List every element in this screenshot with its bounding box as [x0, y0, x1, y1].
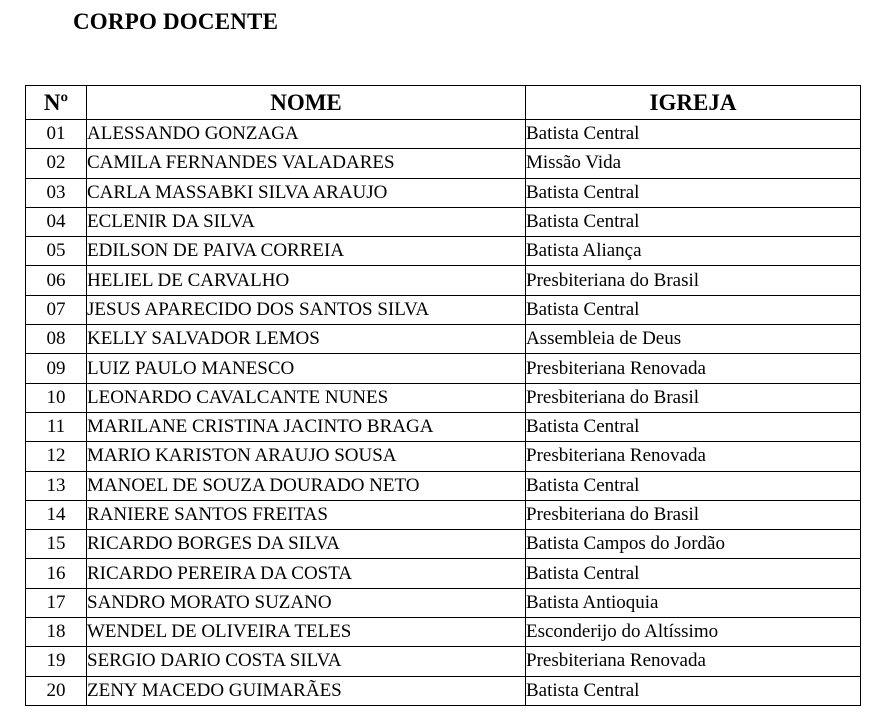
row-church: Batista Central: [526, 471, 861, 500]
header-number: Nº: [26, 86, 87, 120]
table-row: [26, 412, 861, 441]
table-row: [26, 588, 861, 617]
table-row: [26, 120, 861, 149]
row-number: 13: [26, 471, 87, 500]
row-church: Missão Vida: [526, 149, 861, 178]
table-row: [26, 471, 861, 500]
row-church: Assembleia de Deus: [526, 325, 861, 354]
faculty-table: [25, 85, 861, 706]
row-church: Presbiteriana Renovada: [526, 647, 861, 676]
row-number: 20: [26, 676, 87, 705]
row-number: 06: [26, 266, 87, 295]
row-name: CARLA MASSABKI SILVA ARAUJO: [87, 178, 526, 207]
table-row: [26, 676, 861, 705]
row-church: Esconderijo do Altíssimo: [526, 618, 861, 647]
row-name: ECLENIR DA SILVA: [87, 207, 526, 236]
row-number: 16: [26, 559, 87, 588]
table-row: [26, 559, 861, 588]
row-name: RICARDO BORGES DA SILVA: [87, 530, 526, 559]
row-name: LEONARDO CAVALCANTE NUNES: [87, 383, 526, 412]
table-row: [26, 295, 861, 324]
row-name: RANIERE SANTOS FREITAS: [87, 500, 526, 529]
row-church: Batista Central: [526, 559, 861, 588]
row-church: Batista Central: [526, 295, 861, 324]
row-number: 18: [26, 618, 87, 647]
row-name: KELLY SALVADOR LEMOS: [87, 325, 526, 354]
row-name: MARILANE CRISTINA JACINTO BRAGA: [87, 412, 526, 441]
row-number: 10: [26, 383, 87, 412]
document-title: CORPO DOCENTE: [73, 9, 279, 34]
row-church: Presbiteriana Renovada: [526, 442, 861, 471]
row-name: ALESSANDO GONZAGA: [87, 120, 526, 149]
row-name: HELIEL DE CARVALHO: [87, 266, 526, 295]
row-name: JESUS APARECIDO DOS SANTOS SILVA: [87, 295, 526, 324]
table-body: [26, 120, 861, 706]
row-name: LUIZ PAULO MANESCO: [87, 354, 526, 383]
row-number: 19: [26, 647, 87, 676]
table-row: [26, 325, 861, 354]
row-name: CAMILA FERNANDES VALADARES: [87, 149, 526, 178]
row-church: Presbiteriana do Brasil: [526, 383, 861, 412]
row-church: Batista Central: [526, 178, 861, 207]
table-row: [26, 178, 861, 207]
header-name: NOME: [87, 86, 526, 120]
row-number: 03: [26, 178, 87, 207]
table-row: [26, 618, 861, 647]
row-number: 14: [26, 500, 87, 529]
row-number: 09: [26, 354, 87, 383]
row-name: EDILSON DE PAIVA CORREIA: [87, 237, 526, 266]
row-number: 02: [26, 149, 87, 178]
row-number: 12: [26, 442, 87, 471]
row-church: Batista Central: [526, 207, 861, 236]
table-row: [26, 207, 861, 236]
row-church: Presbiteriana Renovada: [526, 354, 861, 383]
table-row: [26, 442, 861, 471]
row-number: 11: [26, 412, 87, 441]
row-number: 07: [26, 295, 87, 324]
row-number: 08: [26, 325, 87, 354]
table-row: [26, 647, 861, 676]
row-church: Batista Aliança: [526, 237, 861, 266]
table-row: [26, 383, 861, 412]
table-row: [26, 149, 861, 178]
row-number: 17: [26, 588, 87, 617]
header-row: [26, 86, 861, 120]
row-church: Batista Central: [526, 120, 861, 149]
row-church: Batista Central: [526, 412, 861, 441]
table-row: [26, 354, 861, 383]
row-name: MARIO KARISTON ARAUJO SOUSA: [87, 442, 526, 471]
table-header: [26, 86, 861, 120]
row-church: Batista Central: [526, 676, 861, 705]
table-row: [26, 530, 861, 559]
row-church: Presbiteriana do Brasil: [526, 266, 861, 295]
row-church: Presbiteriana do Brasil: [526, 500, 861, 529]
row-number: 15: [26, 530, 87, 559]
row-name: ZENY MACEDO GUIMARÃES: [87, 676, 526, 705]
row-number: 01: [26, 120, 87, 149]
row-name: WENDEL DE OLIVEIRA TELES: [87, 618, 526, 647]
row-number: 04: [26, 207, 87, 236]
row-name: RICARDO PEREIRA DA COSTA: [87, 559, 526, 588]
row-church: Batista Campos do Jordão: [526, 530, 861, 559]
row-name: SANDRO MORATO SUZANO: [87, 588, 526, 617]
table-row: [26, 237, 861, 266]
row-name: MANOEL DE SOUZA DOURADO NETO: [87, 471, 526, 500]
row-name: SERGIO DARIO COSTA SILVA: [87, 647, 526, 676]
table-row: [26, 500, 861, 529]
row-number: 05: [26, 237, 87, 266]
header-church: IGREJA: [526, 86, 861, 120]
row-church: Batista Antioquia: [526, 588, 861, 617]
table-row: [26, 266, 861, 295]
